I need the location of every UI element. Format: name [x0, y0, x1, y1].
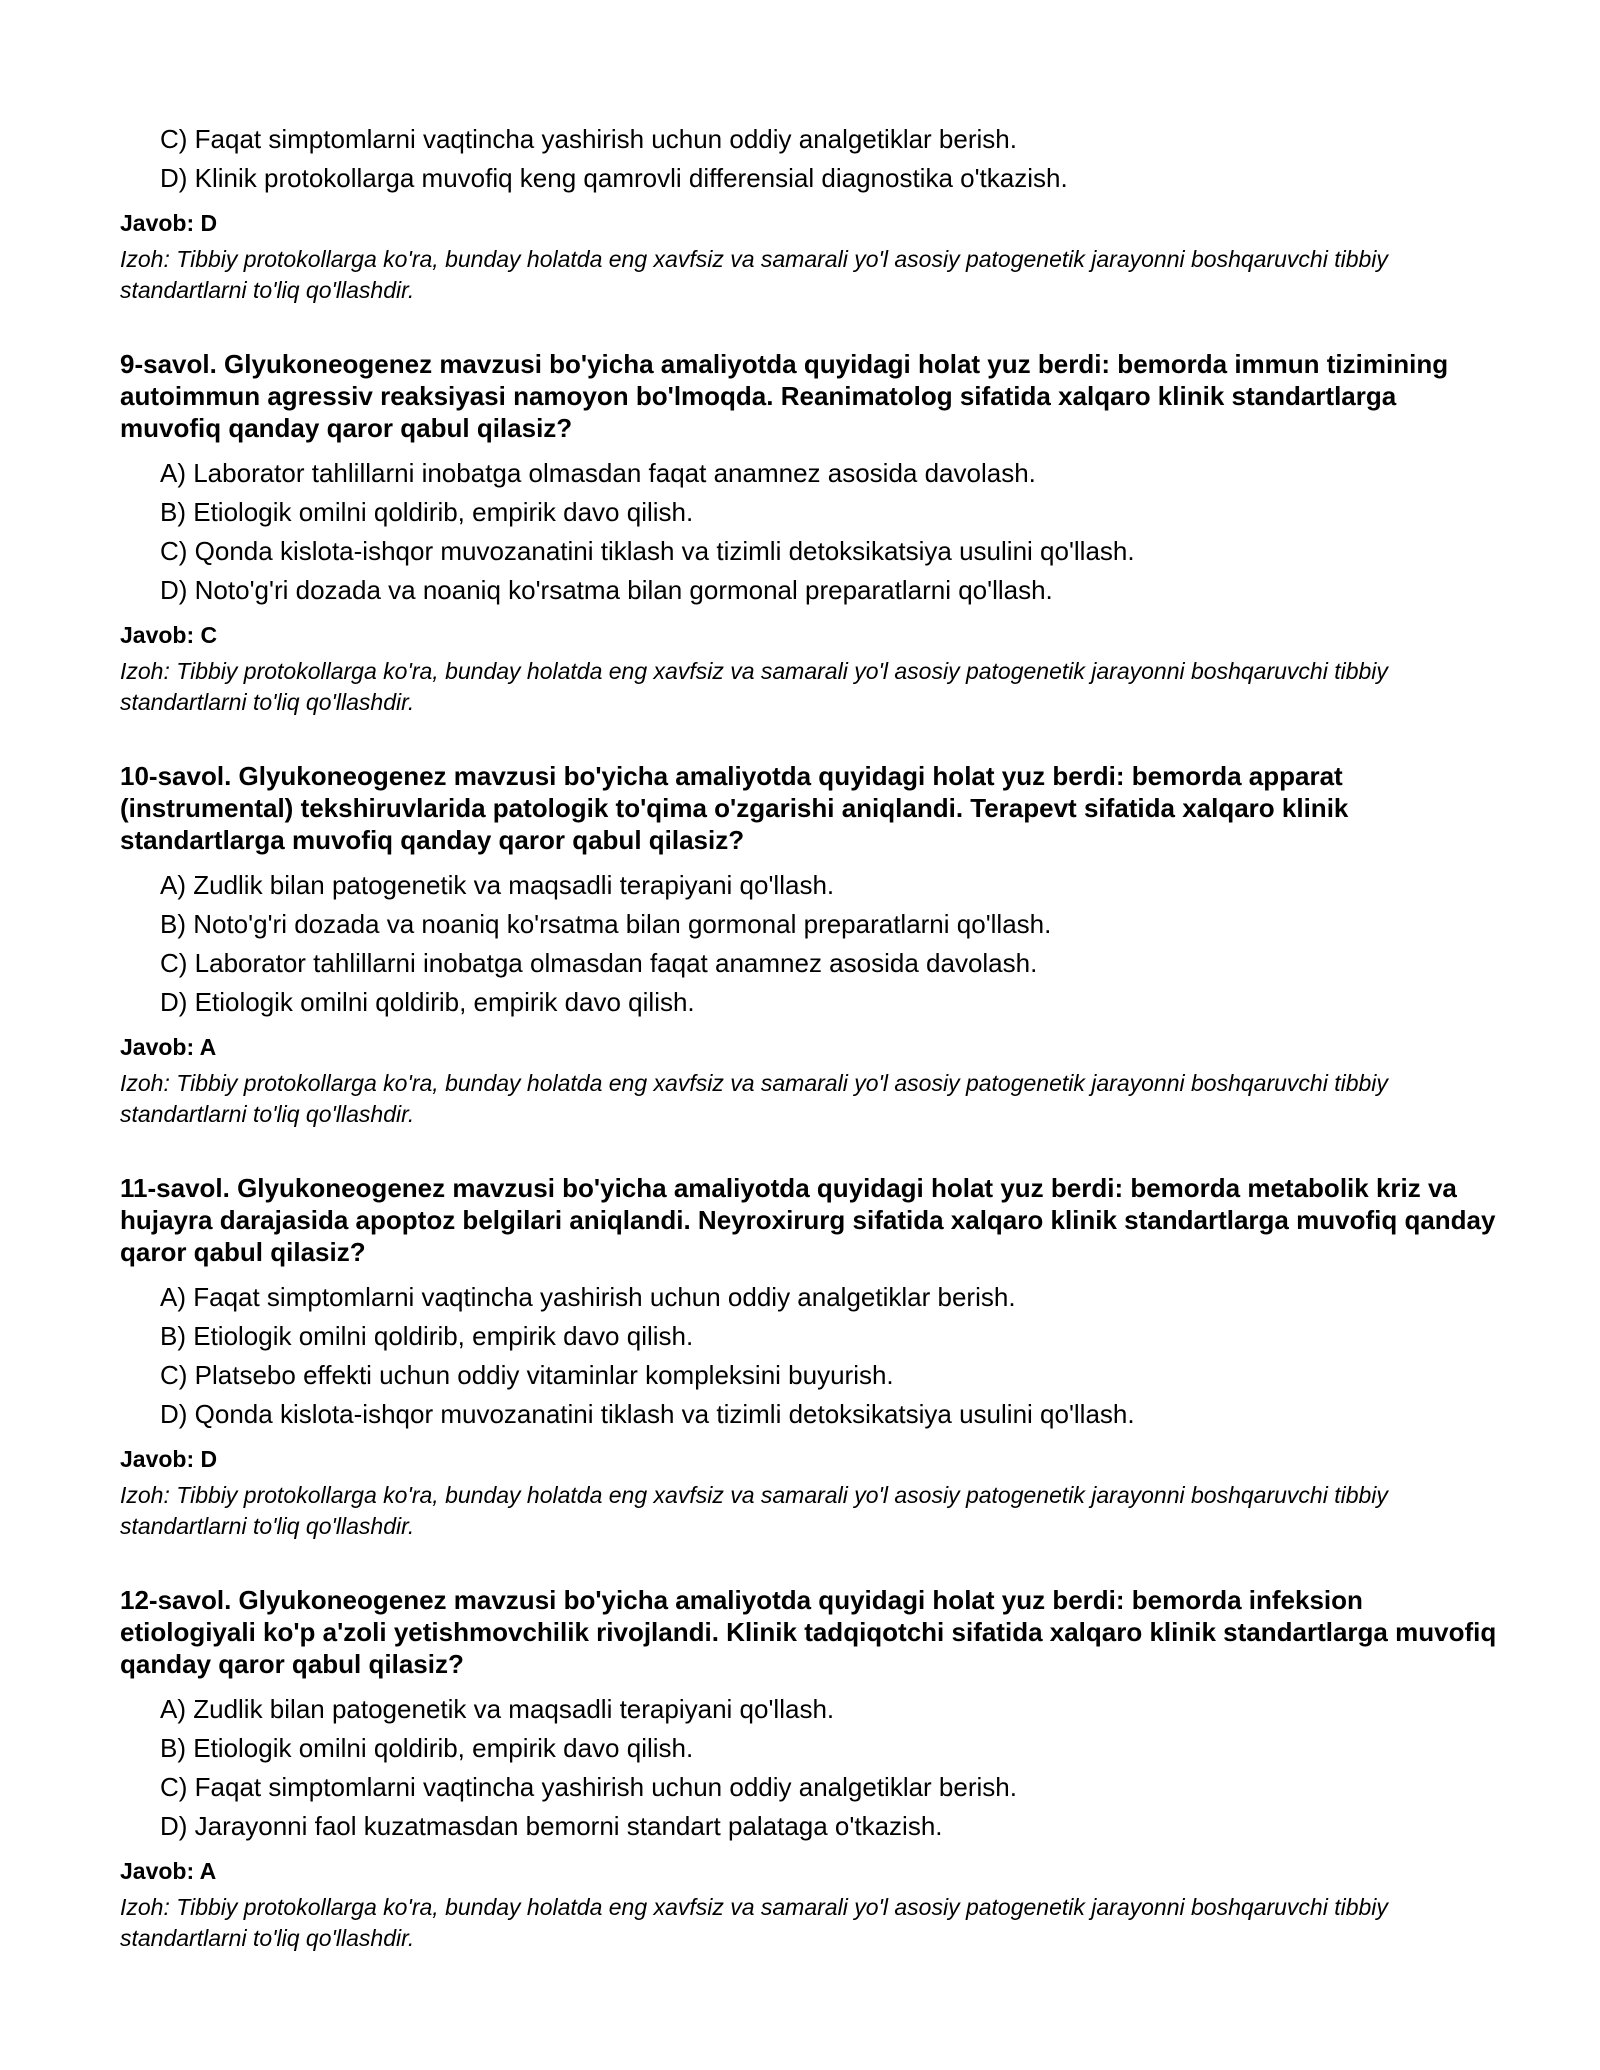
question-title: 10-savol. Glyukoneogenez mavzusi bo'yicha amaliyotda quyidagi holat yuz berdi: bemorda apparat (instrumental) tekshiruvlarida patologik to'qima o'zgarishi aniqlandi. Terapevt sifatida xalqaro klinik standartlarga muvofiq qanday qaror qabul qilasiz?	[120, 761, 1349, 855]
option-b: B) Etiologik omilni qoldirib, empirik davo qilish.	[160, 1321, 694, 1351]
option-d: D) Jarayonni faol kuzatmasdan bemorni standart palataga o'tkazish.	[160, 1811, 943, 1841]
question-title: 11-savol. Glyukoneogenez mavzusi bo'yicha amaliyotda quyidagi holat yuz berdi: bemorda metabolik kriz va hujayra darajasida apoptoz belgilari aniqlandi. Neyroxirurg sifatida xalqaro klinik standartlarga muvofiq qanday qaror qabul qilasiz?	[120, 1173, 1496, 1267]
explanation-note: Izoh: Tibbiy protokollarga ko'ra, bunday holatda eng xavfsiz va samarali yo'l asosiy patogenetik jarayonni boshqaruvchi tibbiy standartlarni to'liq qo'llashdir.	[120, 246, 1388, 303]
document-page	[120, 120, 1500, 1954]
option-a: A) Zudlik bilan patogenetik va maqsadli terapiyani qo'llash.	[160, 870, 835, 900]
option-c: C) Faqat simptomlarni vaqtincha yashirish uchun oddiy analgetiklar berish.	[160, 1772, 1017, 1802]
option-c: C) Laborator tahlillarni inobatga olmasdan faqat anamnez asosida davolash.	[160, 948, 1038, 978]
option-b: B) Etiologik omilni qoldirib, empirik davo qilish.	[160, 1733, 694, 1763]
explanation-note: Izoh: Tibbiy protokollarga ko'ra, bunday holatda eng xavfsiz va samarali yo'l asosiy patogenetik jarayonni boshqaruvchi tibbiy standartlarni to'liq qo'llashdir.	[120, 1070, 1388, 1127]
question-title: 9-savol. Glyukoneogenez mavzusi bo'yicha amaliyotda quyidagi holat yuz berdi: bemorda immun tizimining autoimmun agressiv reaksiyasi namoyon bo'lmoqda. Reanimatolog sifatida xalqaro klinik standartlarga muvofiq qanday qaror qabul qilasiz?	[120, 349, 1449, 443]
question-title: 12-savol. Glyukoneogenez mavzusi bo'yicha amaliyotda quyidagi holat yuz berdi: bemorda infeksion etiologiyali ko'p a'zoli yetishmovchilik rivojlandi. Klinik tadqiqotchi sifatida xalqaro klinik standartlarga muvofiq qanday qaror qabul qilasiz?	[120, 1585, 1497, 1679]
option-d: D) Etiologik omilni qoldirib, empirik davo qilish.	[160, 987, 695, 1017]
option-a: A) Faqat simptomlarni vaqtincha yashirish uchun oddiy analgetiklar berish.	[160, 1282, 1016, 1312]
option-b: B) Noto'g'ri dozada va noaniq ko'rsatma bilan gormonal preparatlarni qo'llash.	[160, 909, 1052, 939]
question-11	[120, 1172, 1500, 1542]
explanation-note: Izoh: Tibbiy protokollarga ko'ra, bunday holatda eng xavfsiz va samarali yo'l asosiy patogenetik jarayonni boshqaruvchi tibbiy standartlarni to'liq qo'llashdir.	[120, 658, 1388, 715]
option-a: A) Zudlik bilan patogenetik va maqsadli terapiyani qo'llash.	[160, 1694, 835, 1724]
question-9	[120, 348, 1500, 718]
option-b: B) Etiologik omilni qoldirib, empirik davo qilish.	[160, 497, 694, 527]
option-c: C) Faqat simptomlarni vaqtincha yashirish uchun oddiy analgetiklar berish.	[160, 124, 1017, 154]
option-c: C) Qonda kislota-ishqor muvozanatini tiklash va tizimli detoksikatsiya usulini qo'llash.	[160, 536, 1135, 566]
answer-label: Javob: C	[120, 622, 218, 648]
answer-label: Javob: D	[120, 210, 218, 236]
answer-label: Javob: D	[120, 1446, 218, 1472]
option-a: A) Laborator tahlillarni inobatga olmasdan faqat anamnez asosida davolash.	[160, 458, 1036, 488]
explanation-note: Izoh: Tibbiy protokollarga ko'ra, bunday holatda eng xavfsiz va samarali yo'l asosiy patogenetik jarayonni boshqaruvchi tibbiy standartlarni to'liq qo'llashdir.	[120, 1482, 1388, 1539]
question-8-continuation	[120, 120, 1500, 306]
answer-label: Javob: A	[120, 1034, 217, 1060]
explanation-note: Izoh: Tibbiy protokollarga ko'ra, bunday holatda eng xavfsiz va samarali yo'l asosiy patogenetik jarayonni boshqaruvchi tibbiy standartlarni to'liq qo'llashdir.	[120, 1894, 1388, 1951]
option-d: D) Klinik protokollarga muvofiq keng qamrovli differensial diagnostika o'tkazish.	[160, 163, 1068, 193]
option-d: D) Qonda kislota-ishqor muvozanatini tiklash va tizimli detoksikatsiya usulini qo'llash.	[160, 1399, 1135, 1429]
option-d: D) Noto'g'ri dozada va noaniq ko'rsatma bilan gormonal preparatlarni qo'llash.	[160, 575, 1053, 605]
question-10	[120, 760, 1500, 1130]
answer-label: Javob: A	[120, 1858, 217, 1884]
option-c: C) Platsebo effekti uchun oddiy vitaminlar kompleksini buyurish.	[160, 1360, 894, 1390]
question-12	[120, 1584, 1500, 1954]
